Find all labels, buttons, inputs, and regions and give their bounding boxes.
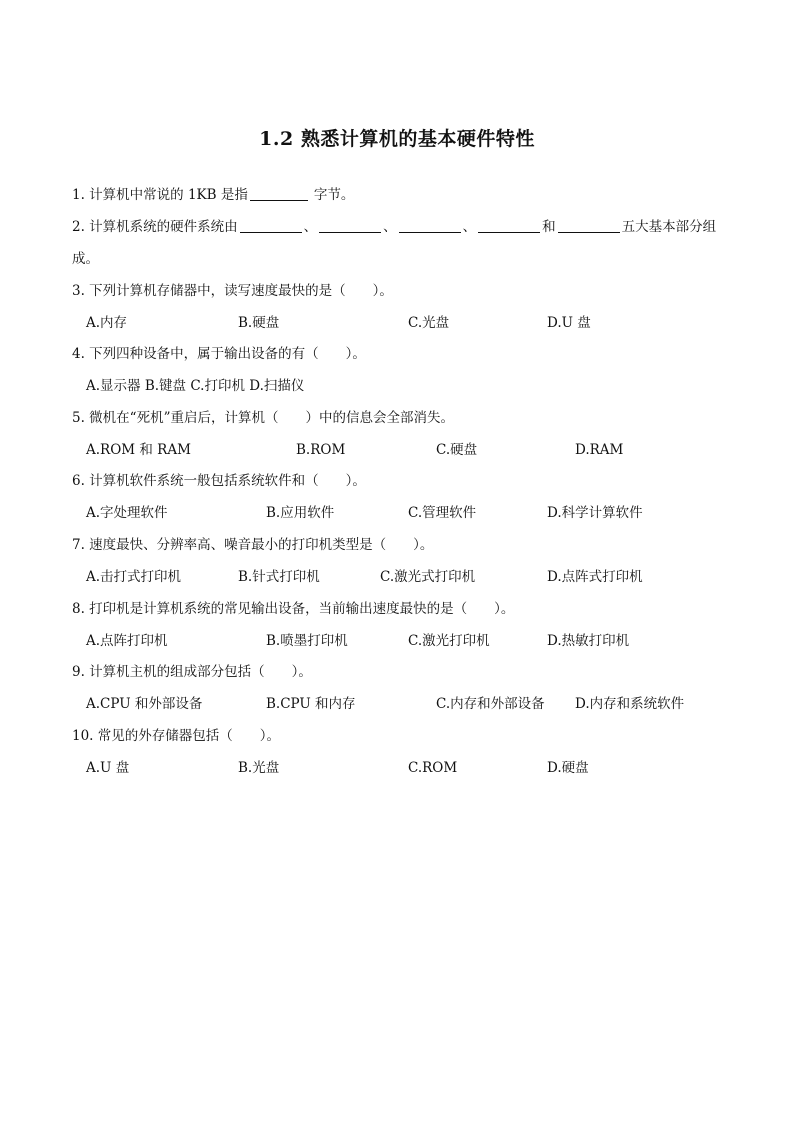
option-b[interactable]: B.CPU 和内存 xyxy=(266,696,356,712)
option-a[interactable]: A.CPU 和外部设备 xyxy=(86,696,203,712)
option-a[interactable]: A.击打式打印机 xyxy=(86,569,182,585)
answer-blank[interactable] xyxy=(478,218,540,233)
question-8: 8. 打印机是计算机系统的常见输出设备，当前输出速度最快的是（ ）。 xyxy=(72,601,515,617)
option-b[interactable]: B.硬盘 xyxy=(238,315,280,331)
option-d[interactable]: D.科学计算软件 xyxy=(547,505,643,521)
answer-blank[interactable] xyxy=(240,218,302,233)
option-c[interactable]: C.激光式打印机 xyxy=(380,569,476,585)
option-a[interactable]: A.内存 xyxy=(86,315,128,331)
option-c[interactable]: C.光盘 xyxy=(408,315,450,331)
conjunction: 和 xyxy=(542,219,556,235)
option-c[interactable]: C.激光打印机 xyxy=(408,633,490,649)
option-b[interactable]: B.光盘 xyxy=(238,760,280,776)
question-4: 4. 下列四种设备中，属于输出设备的有（ ）。 xyxy=(72,346,366,362)
question-10: 10. 常见的外存储器包括（ ）。 xyxy=(72,728,281,744)
answer-blank[interactable] xyxy=(558,218,620,233)
question-7-options xyxy=(86,567,766,587)
option-d[interactable]: D.点阵式打印机 xyxy=(547,569,643,585)
separator: 、 xyxy=(383,219,397,235)
option-a[interactable]: A.点阵打印机 xyxy=(86,633,168,649)
answer-blank[interactable] xyxy=(250,186,308,201)
question-3-options xyxy=(86,313,766,333)
page-title: 1.2 熟悉计算机的基本硬件特性 xyxy=(259,128,535,150)
question-9-options xyxy=(86,694,766,714)
question-1 xyxy=(72,185,752,205)
answer-blank[interactable] xyxy=(319,218,381,233)
question-3: 3. 下列计算机存储器中，读写速度最快的是（ ）。 xyxy=(72,283,393,299)
question-9: 9. 计算机主机的组成部分包括（ ）。 xyxy=(72,664,312,680)
option-b[interactable]: B.ROM xyxy=(296,442,346,458)
option-d[interactable]: D.硬盘 xyxy=(547,760,589,776)
question-7: 7. 速度最快、分辨率高、噪音最小的打印机类型是（ ）。 xyxy=(72,537,434,553)
option-c[interactable]: C.ROM xyxy=(408,760,458,776)
question-5: 5. 微机在“死机”重启后，计算机（ ）中的信息会全部消失。 xyxy=(72,410,454,426)
option-a[interactable]: A.U 盘 xyxy=(86,760,130,776)
question-5-options xyxy=(86,440,766,460)
answer-blank[interactable] xyxy=(399,218,461,233)
option-d[interactable]: D.U 盘 xyxy=(547,315,591,331)
option-c[interactable]: C.硬盘 xyxy=(436,442,478,458)
question-2-suffix: 五大基本部分组 xyxy=(621,219,717,235)
question-1-suffix: 字节。 xyxy=(313,187,355,203)
option-b[interactable]: B.喷墨打印机 xyxy=(266,633,348,649)
question-2 xyxy=(72,217,752,237)
question-6-options xyxy=(86,503,766,523)
option-d[interactable]: D.热敏打印机 xyxy=(547,633,630,649)
question-6: 6. 计算机软件系统一般包括系统软件和（ ）。 xyxy=(72,473,366,489)
separator: 、 xyxy=(303,219,318,235)
question-1-text: 1. 计算机中常说的 1KB 是指 xyxy=(72,187,248,203)
question-2-text: 2. 计算机系统的硬件系统由 xyxy=(72,219,238,235)
question-4-options xyxy=(86,376,766,396)
question-2-continuation: 成。 xyxy=(72,251,99,267)
question-10-options xyxy=(86,758,766,778)
option-d[interactable]: D.RAM xyxy=(575,442,624,458)
option-c[interactable]: C.管理软件 xyxy=(408,505,477,521)
option-a[interactable]: A.字处理软件 xyxy=(86,505,168,521)
option-b[interactable]: B.应用软件 xyxy=(266,505,335,521)
question-8-options xyxy=(86,631,766,651)
option-line[interactable]: A.显示器 B.键盘 C.打印机 D.扫描仪 xyxy=(86,378,305,394)
option-b[interactable]: B.针式打印机 xyxy=(238,569,320,585)
separator: 、 xyxy=(462,219,477,235)
option-a[interactable]: A.ROM 和 RAM xyxy=(86,442,191,458)
option-c[interactable]: C.内存和外部设备 xyxy=(436,696,545,712)
option-d[interactable]: D.内存和系统软件 xyxy=(575,696,685,712)
